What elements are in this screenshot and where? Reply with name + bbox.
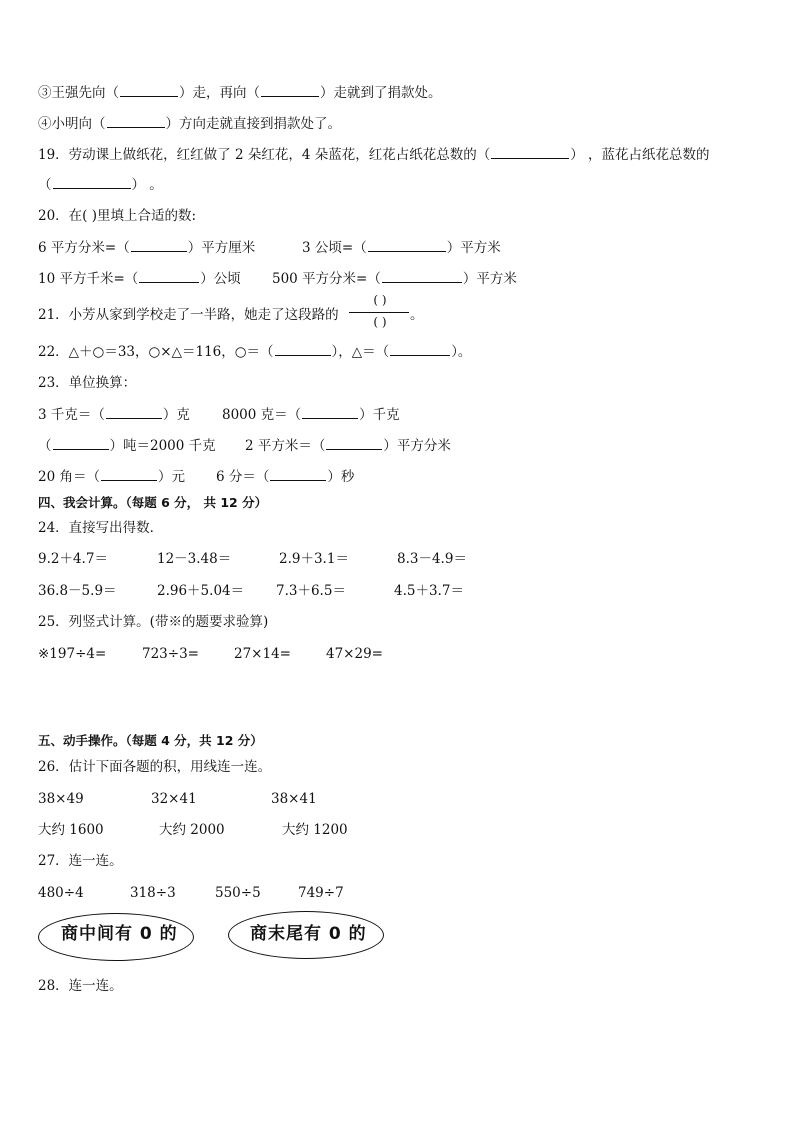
q23-item-2: [222, 405, 400, 424]
q25-expr-2: 723÷3=: [142, 646, 199, 662]
q23-item-4-suffix: ）平方分米: [383, 438, 451, 454]
q20-blank-1[interactable]: [131, 238, 187, 252]
q23-item-6: [216, 467, 354, 486]
q18-line-4-text-a: ④小明向（: [38, 116, 106, 132]
q21-numerator: ( ): [373, 293, 387, 307]
q18-line-4: [38, 114, 341, 133]
q20-item-1-suffix: ）平方厘米: [187, 240, 256, 256]
q27-expr-2: 318÷3: [130, 885, 176, 901]
q23-item-2-prefix: 8000 克＝（: [222, 407, 302, 423]
q23-item-5-prefix: 20 角＝（: [38, 469, 100, 485]
q23-blank-2[interactable]: [302, 405, 358, 419]
q26-answer-1: 大约 1600: [38, 822, 104, 838]
q23-item-4-prefix: 2 平方米＝（: [245, 438, 326, 454]
q19-line-2: [38, 175, 163, 194]
q20-blank-3[interactable]: [139, 269, 199, 283]
q23-item-5-suffix: ）元: [157, 469, 185, 485]
q20-title: 20．在( )里填上合适的数:: [38, 208, 197, 224]
q23-item-5: [38, 467, 185, 486]
q23-blank-6[interactable]: [270, 467, 326, 481]
section-4-title: 四、我会计算。（每题 6 分， 共 12 分）: [38, 495, 268, 510]
q25-expr-1: ※197÷4=: [38, 646, 107, 662]
q22-text-a: 22．△＋○＝33，○×△＝116，○＝（: [38, 344, 274, 360]
q19-text-b: ） ，蓝花占纸花总数的: [570, 147, 710, 163]
q23-blank-3[interactable]: [53, 436, 109, 450]
q18-blank-1[interactable]: [120, 83, 178, 97]
q20-item-1: [38, 238, 255, 257]
q23-item-4: [245, 436, 451, 455]
q27-expr-1: 480÷4: [38, 885, 84, 901]
q24-expr-8: 4.5＋3.7＝: [394, 583, 464, 599]
q20-item-4-suffix: ）平方米: [462, 271, 517, 287]
q20-item-2: [302, 238, 501, 257]
q19-text-d: ） 。: [131, 177, 163, 193]
q24-expr-3: 2.9＋3.1＝: [279, 551, 349, 567]
q23-blank-1[interactable]: [106, 405, 162, 419]
q23-item-2-suffix: ）千克: [359, 407, 400, 423]
q20-item-1-prefix: 6 平方分米=（: [38, 240, 130, 256]
q20-item-4: [272, 269, 517, 288]
q21-end: 。: [410, 307, 424, 323]
q18-line-3-text-a: ③王强先向（: [38, 85, 119, 101]
q23-item-3-prefix: （: [38, 438, 52, 454]
q22-text-b: ），△＝（: [331, 344, 390, 360]
q20-blank-2[interactable]: [368, 238, 446, 252]
q20-item-3: [38, 269, 241, 288]
q20-blank-4[interactable]: [382, 269, 462, 283]
q18-line-3-text-b: ）走，再向（: [179, 85, 260, 101]
q28-title: 28．连一连。: [38, 978, 123, 994]
q20-item-4-prefix: 500 平方分米=（: [272, 271, 381, 287]
q21-fraction-bar: [349, 312, 409, 313]
q22-blank-2[interactable]: [390, 342, 450, 356]
q18-blank-2[interactable]: [261, 83, 319, 97]
q23-item-1-suffix: ）克: [162, 407, 190, 423]
q19-text-a: 19．劳动课上做纸花，红红做了 2 朵红花，4 朵蓝花，红花占纸花总数的（: [38, 147, 491, 163]
q20-item-3-suffix: ）公顷: [200, 271, 241, 287]
q24-expr-4: 8.3－4.9＝: [397, 551, 467, 567]
q26-expr-1: 38×49: [38, 791, 84, 807]
q23-item-1: [38, 405, 190, 424]
q23-item-1-prefix: 3 千克＝（: [38, 407, 105, 423]
q18-blank-3[interactable]: [107, 114, 165, 128]
q27-oval-end-zero-label: 商末尾有 0 的: [250, 924, 367, 944]
q23-item-6-suffix: ）秒: [327, 469, 355, 485]
q18-line-3-text-c: ）走就到了捐款处。: [320, 85, 442, 101]
q20-item-2-suffix: ）平方米: [446, 240, 501, 256]
q24-expr-5: 36.8－5.9＝: [38, 583, 117, 599]
q24-expr-6: 2.96＋5.04＝: [157, 583, 245, 599]
q24-expr-1: 9.2＋4.7＝: [38, 551, 108, 567]
q23-title: 23．单位换算：: [38, 375, 137, 391]
q27-expr-4: 749÷7: [298, 885, 344, 901]
q26-expr-2: 32×41: [151, 791, 197, 807]
q19-blank-1[interactable]: [491, 145, 569, 159]
q26-answer-3: 大约 1200: [282, 822, 348, 838]
q23-blank-4[interactable]: [326, 436, 382, 450]
q26-title: 26．估计下面各题的积，用线连一连。: [38, 759, 272, 775]
q27-oval-middle-zero-label: 商中间有 0 的: [61, 924, 178, 944]
q23-item-3: [38, 436, 216, 455]
q25-expr-4: 47×29=: [326, 646, 383, 662]
q21-text: 21．小芳从家到学校走了一半路，她走了这段路的: [38, 307, 339, 323]
q19-blank-2[interactable]: [53, 175, 131, 189]
q22-text-c: ）。: [451, 344, 472, 360]
q21-line: [38, 306, 339, 324]
q27-title: 27．连一连。: [38, 853, 123, 869]
q22-line: [38, 342, 471, 361]
q27-expr-3: 550÷5: [215, 885, 261, 901]
q20-item-2-prefix: 3 公顷=（: [302, 240, 367, 256]
q18-line-3: [38, 83, 442, 102]
q26-expr-3: 38×41: [271, 791, 317, 807]
q18-line-4-text-b: ）方向走就直接到捐款处了。: [165, 116, 341, 132]
q22-blank-1[interactable]: [275, 342, 331, 356]
q19-text-c: （: [38, 177, 52, 193]
q23-item-6-prefix: 6 分＝（: [216, 469, 270, 485]
q21-fraction[interactable]: [349, 293, 411, 333]
q23-blank-5[interactable]: [101, 467, 157, 481]
q23-item-3-suffix: ）吨＝2000 千克: [109, 438, 216, 454]
section-5-title: 五、动手操作。（每题 4 分，共 12 分）: [38, 733, 263, 748]
q25-expr-3: 27×14=: [234, 646, 291, 662]
q21-denominator: ( ): [373, 315, 387, 329]
q20-item-3-prefix: 10 平方千米=（: [38, 271, 139, 287]
q24-expr-2: 12－3.48＝: [157, 551, 232, 567]
q26-answer-2: 大约 2000: [159, 822, 225, 838]
q19-line-1: [38, 145, 710, 164]
q24-expr-7: 7.3＋6.5＝: [276, 583, 346, 599]
q25-title: 25．列竖式计算。(带※的题要求验算): [38, 614, 269, 630]
q24-title: 24．直接写出得数．: [38, 520, 164, 536]
